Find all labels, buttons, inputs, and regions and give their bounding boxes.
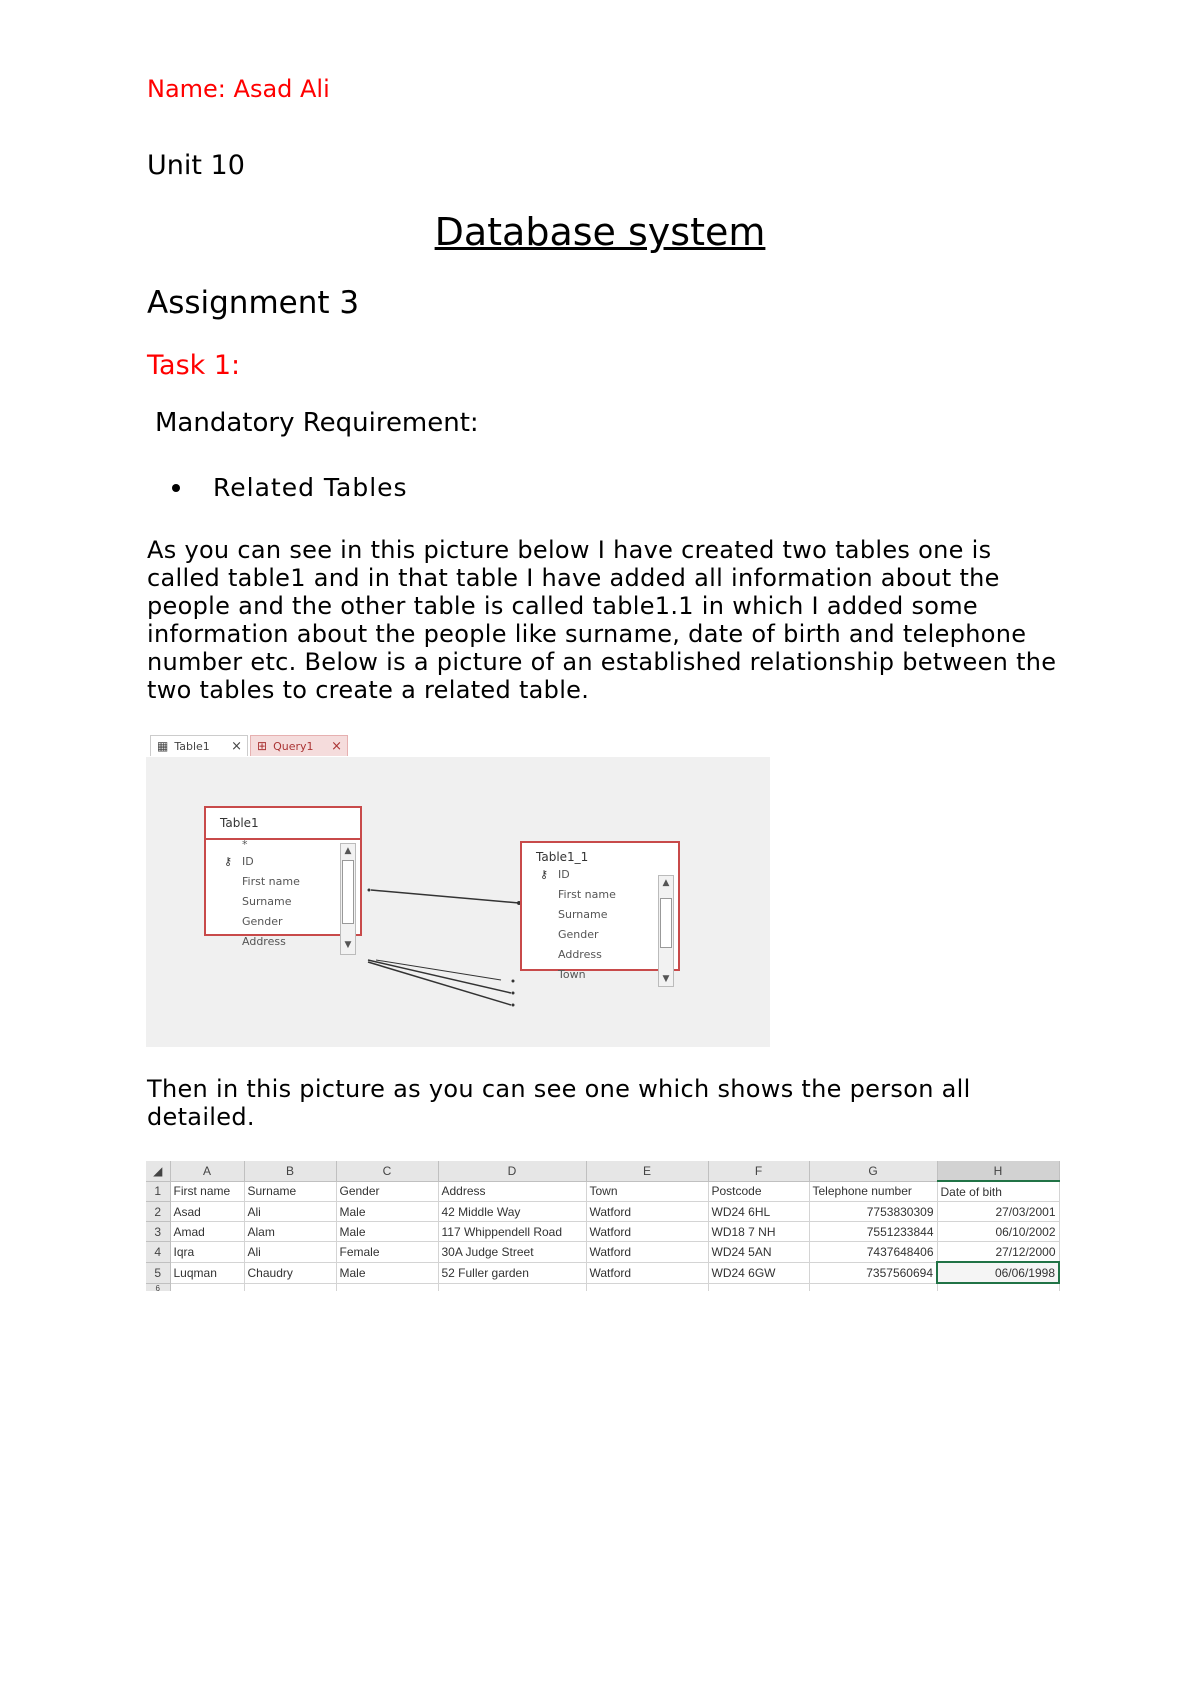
column-header-row xyxy=(146,1161,1059,1181)
table1-1-field-list xyxy=(522,865,678,985)
row-number[interactable]: 6 xyxy=(146,1283,170,1291)
table1-title: Table1 xyxy=(206,808,360,840)
field-item[interactable]: Address xyxy=(242,935,286,948)
column-header[interactable]: G xyxy=(809,1161,937,1181)
scroll-up-icon[interactable]: ▲ xyxy=(662,878,670,888)
field-item[interactable]: ⚷ ID xyxy=(242,852,360,872)
cell[interactable] xyxy=(244,1283,336,1291)
cell[interactable]: 117 Whippendell Road xyxy=(438,1222,586,1242)
paragraph-line: people and the other table is called table1.1 in which I added some xyxy=(147,592,979,620)
task-heading: Task 1: xyxy=(147,350,241,381)
table1-scrollbar[interactable] xyxy=(340,843,356,955)
cell[interactable]: Male xyxy=(336,1262,438,1283)
paragraph-line: called table1 and in that table I have added all information about the xyxy=(147,564,1000,592)
cell[interactable]: WD24 6GW xyxy=(708,1262,809,1283)
scroll-down-icon[interactable]: ▼ xyxy=(662,974,670,984)
row-number[interactable]: 3 xyxy=(146,1222,170,1242)
paragraph-line: information about the people like surname, date of birth and telephone xyxy=(147,620,1027,648)
cell[interactable] xyxy=(438,1283,586,1291)
close-icon[interactable]: × xyxy=(231,738,242,754)
column-header[interactable]: E xyxy=(586,1161,708,1181)
table-row xyxy=(146,1283,1059,1291)
cell[interactable] xyxy=(586,1283,708,1291)
document-title xyxy=(0,210,1200,254)
tab-label: Query1 xyxy=(273,739,314,753)
field-item[interactable]: Gender xyxy=(242,915,283,928)
cell[interactable]: Iqra xyxy=(170,1242,244,1263)
cell[interactable]: Address xyxy=(438,1181,586,1202)
field-item[interactable]: Surname xyxy=(242,895,292,908)
cell[interactable]: Luqman xyxy=(170,1262,244,1283)
paragraph-line: number etc. Below is a picture of an established relationship between the xyxy=(147,648,1057,676)
paragraph-line: detailed. xyxy=(147,1103,255,1131)
paragraph-intro xyxy=(147,536,1077,704)
cell[interactable]: Telephone number xyxy=(809,1181,937,1202)
table1-box[interactable] xyxy=(204,806,362,950)
cell[interactable]: Female xyxy=(336,1242,438,1263)
table-icon: ▦ xyxy=(157,739,169,753)
cell[interactable]: Gender xyxy=(336,1181,438,1202)
assignment-heading: Assignment 3 xyxy=(147,285,360,321)
cell[interactable]: Ali xyxy=(244,1202,336,1222)
cell[interactable]: Male xyxy=(336,1222,438,1242)
field-item[interactable]: Surname xyxy=(558,908,608,921)
bullet-related-tables xyxy=(172,473,408,502)
requirement-heading: Mandatory Requirement: xyxy=(155,408,479,438)
column-header[interactable]: H xyxy=(937,1161,1059,1181)
cell[interactable]: 7551233844 xyxy=(809,1222,937,1242)
cell[interactable]: 27/03/2001 xyxy=(937,1202,1059,1222)
table-row xyxy=(146,1242,1059,1263)
select-all-corner[interactable]: ◢ xyxy=(146,1161,170,1181)
table-row xyxy=(146,1202,1059,1222)
paragraph-line: Then in this picture as you can see one which shows the person all xyxy=(147,1075,971,1103)
paragraph-line: As you can see in this picture below I have created two tables one is xyxy=(147,536,992,564)
cell[interactable] xyxy=(170,1283,244,1291)
column-header[interactable]: F xyxy=(708,1161,809,1181)
table1-1-box[interactable] xyxy=(520,841,680,984)
relationship-screenshot xyxy=(146,733,770,1047)
active-cell[interactable]: 06/06/1998 xyxy=(937,1262,1059,1283)
row-number[interactable]: 5 xyxy=(146,1262,170,1283)
cell[interactable]: Ali xyxy=(244,1242,336,1263)
cell[interactable]: 06/10/2002 xyxy=(937,1222,1059,1242)
scroll-up-icon[interactable]: ▲ xyxy=(344,846,352,856)
field-item[interactable]: First name xyxy=(558,888,616,901)
column-header[interactable]: C xyxy=(336,1161,438,1181)
table-row xyxy=(146,1222,1059,1242)
unit-label: Unit 10 xyxy=(147,150,245,181)
cell[interactable]: 52 Fuller garden xyxy=(438,1262,586,1283)
cell[interactable] xyxy=(809,1283,937,1291)
row-number[interactable]: 4 xyxy=(146,1242,170,1263)
field-item[interactable]: Address xyxy=(558,948,602,961)
scroll-thumb[interactable] xyxy=(660,898,672,948)
column-header[interactable]: A xyxy=(170,1161,244,1181)
cell[interactable]: 42 Middle Way xyxy=(438,1202,586,1222)
cell[interactable]: Postcode xyxy=(708,1181,809,1202)
table-row xyxy=(146,1181,1059,1202)
table1-1-scrollbar[interactable] xyxy=(658,875,674,987)
cell[interactable]: 7753830309 xyxy=(809,1202,937,1222)
field-item[interactable]: Town xyxy=(558,968,586,981)
cell[interactable]: Date of bith xyxy=(937,1181,1059,1202)
cell[interactable] xyxy=(708,1283,809,1291)
paragraph-detail xyxy=(147,1075,1077,1131)
cell[interactable]: Asad xyxy=(170,1202,244,1222)
cell[interactable]: 7357560694 xyxy=(809,1262,937,1283)
cell[interactable]: Male xyxy=(336,1202,438,1222)
cell[interactable]: Amad xyxy=(170,1222,244,1242)
column-header[interactable]: D xyxy=(438,1161,586,1181)
cell[interactable]: 27/12/2000 xyxy=(937,1242,1059,1263)
bullet-dot-icon xyxy=(172,484,180,492)
column-header[interactable]: B xyxy=(244,1161,336,1181)
cell[interactable]: WD18 7 NH xyxy=(708,1222,809,1242)
cell[interactable]: Surname xyxy=(244,1181,336,1202)
row-number[interactable]: 2 xyxy=(146,1202,170,1222)
cell[interactable]: Chaudry xyxy=(244,1262,336,1283)
student-name: Name: Asad Ali xyxy=(147,75,330,103)
cell[interactable] xyxy=(336,1283,438,1291)
field-item[interactable]: First name xyxy=(242,875,300,888)
tab-label: Table1 xyxy=(174,739,210,753)
cell[interactable]: Watford xyxy=(586,1202,708,1222)
cell[interactable]: First name xyxy=(170,1181,244,1202)
cell[interactable]: WD24 5AN xyxy=(708,1242,809,1263)
cell[interactable]: Alam xyxy=(244,1222,336,1242)
cell[interactable]: Watford xyxy=(586,1222,708,1242)
row-number[interactable]: 1 xyxy=(146,1181,170,1202)
table1-field-list xyxy=(206,840,360,952)
close-icon[interactable]: × xyxy=(331,738,342,754)
table1-1-title: Table1_1 xyxy=(536,850,589,864)
cell[interactable]: Watford xyxy=(586,1262,708,1283)
cell[interactable]: Town xyxy=(586,1181,708,1202)
scroll-thumb[interactable] xyxy=(342,860,354,924)
cell[interactable]: 7437648406 xyxy=(809,1242,937,1263)
cell[interactable]: 30A Judge Street xyxy=(438,1242,586,1263)
scroll-down-icon[interactable]: ▼ xyxy=(344,940,352,950)
field-item[interactable]: * xyxy=(242,838,248,851)
table-row xyxy=(146,1262,1059,1283)
cell[interactable]: WD24 6HL xyxy=(708,1202,809,1222)
field-item[interactable]: ⚷ ID xyxy=(558,865,678,885)
field-item[interactable]: Gender xyxy=(558,928,599,941)
document-title-text: Database system xyxy=(434,210,766,254)
bullet-text: Related Tables xyxy=(213,473,408,502)
cell[interactable] xyxy=(937,1283,1059,1291)
paragraph-line: two tables to create a related table. xyxy=(147,676,590,704)
spreadsheet-screenshot xyxy=(146,1161,1062,1291)
spreadsheet-grid xyxy=(146,1161,1060,1291)
cell[interactable]: Watford xyxy=(586,1242,708,1263)
query-icon: ⊞ xyxy=(257,739,268,753)
